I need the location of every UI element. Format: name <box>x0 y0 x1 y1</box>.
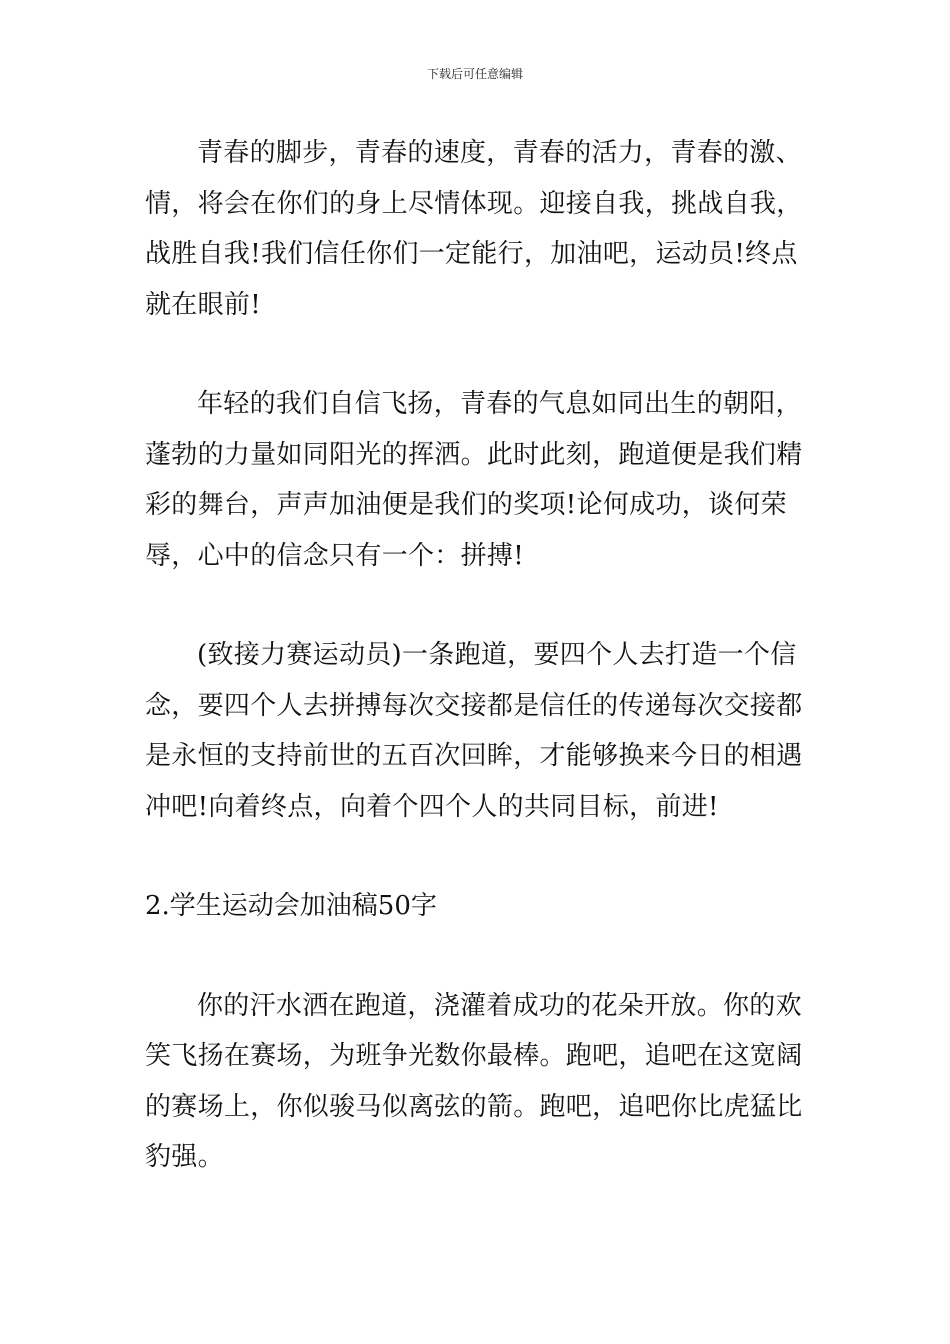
page-header: 下载后可任意编辑 <box>426 67 523 81</box>
paragraph-2: 年轻的我们自信飞扬，青春的气息如同出生的朝阳，蓬勃的力量如同阳光的挥洒。此时此刻，跑道便是我们精彩的舞台，声声加油便是我们的奖项!论何成功，谈何荣辱，心中的信念只有一个：拼搏! <box>145 389 803 571</box>
paragraph-4: 你的汗水洒在跑道，浇灌着成功的花朵开放。你的欢笑飞扬在赛场，为班争光数你最棒。跑吧，追吧在这宽阔的赛场上，你似骏马似离弦的箭。跑吧，追吧你比虎猛比豹强。 <box>145 990 803 1172</box>
document-body <box>145 128 810 1183</box>
paragraph-1: 青春的脚步，青春的速度，青春的活力，青春的激、情，将会在你们的身上尽情体现。迎接自我，挑战自我，战胜自我!我们信任你们一定能行，加油吧，运动员!终点就在眼前! <box>145 138 803 320</box>
paragraph-3: (致接力赛运动员)一条跑道，要四个人去打造一个信念，要四个人去拼搏每次交接都是信任的传递每次交接都是永恒的支持前世的五百次回眸，才能够换来今日的相遇冲吧!向着终点，向着个四个人的共同目标，前进! <box>145 640 803 822</box>
section-heading: 2.学生运动会加油稿50字 <box>145 891 437 921</box>
